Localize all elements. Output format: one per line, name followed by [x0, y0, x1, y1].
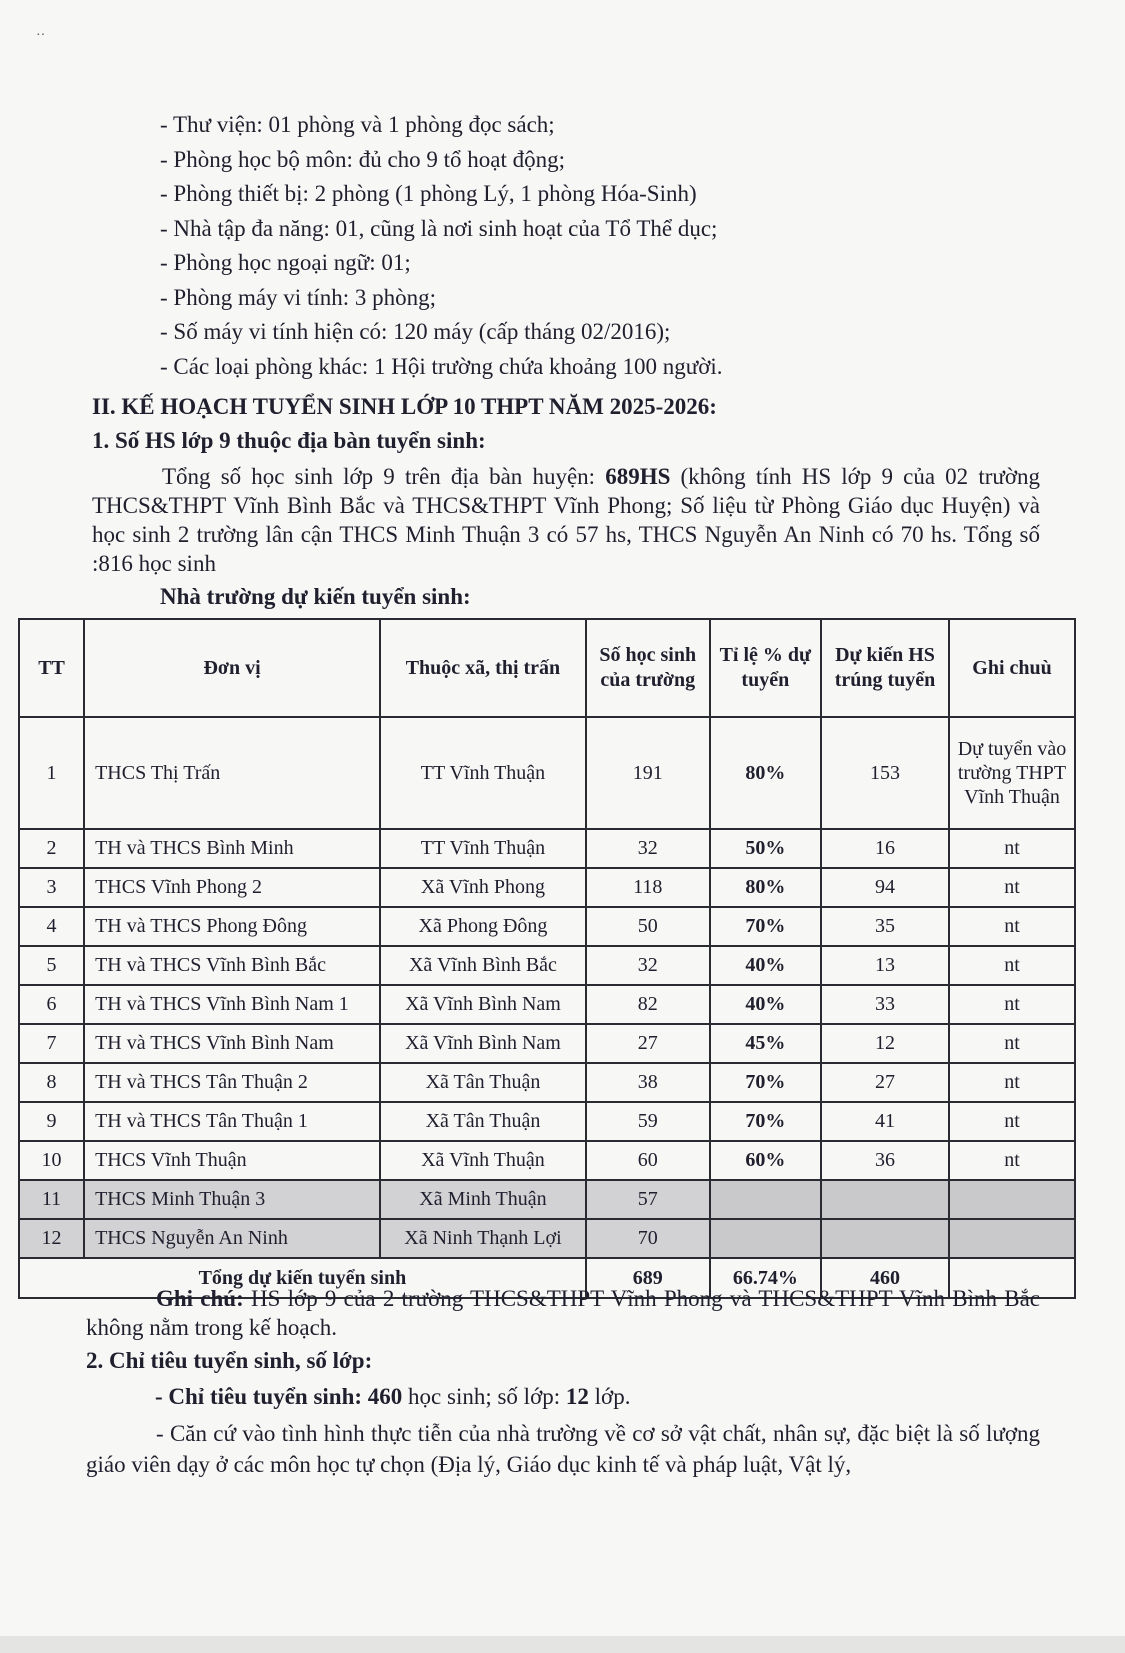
cell-unit: TH và THCS Vĩnh Bình Nam — [84, 1024, 380, 1063]
cell-note — [949, 1180, 1075, 1219]
quota-classes: 12 — [565, 1384, 589, 1409]
cell-note: nt — [949, 985, 1075, 1024]
cell-expected — [821, 1219, 949, 1258]
table-row — [19, 907, 1075, 946]
cell-rate: 80% — [710, 717, 821, 829]
quota-line — [155, 1384, 630, 1410]
cell-students: 50 — [586, 907, 710, 946]
cell-tt: 3 — [19, 868, 84, 907]
enrollment-table — [18, 618, 1076, 1299]
col-header: Số học sinh của trường — [586, 619, 710, 717]
cell-commune: Xã Tân Thuận — [380, 1102, 586, 1141]
subsection-heading-quota: 2. Chỉ tiêu tuyển sinh, số lớp: — [86, 1348, 373, 1373]
col-header: Tỉ lệ % dự tuyển — [710, 619, 821, 717]
scan-mark: ·· — [36, 28, 46, 43]
table-row — [19, 829, 1075, 868]
col-header: Thuộc xã, thị trấn — [380, 619, 586, 717]
table-row — [19, 985, 1075, 1024]
section-heading: II. KẾ HOẠCH TUYỂN SINH LỚP 10 THPT NĂM 2025-2026: — [92, 394, 717, 419]
table-row — [19, 1141, 1075, 1180]
cell-commune: TT Vĩnh Thuận — [380, 717, 586, 829]
table-row — [19, 1024, 1075, 1063]
facility-item: - Số máy vi tính hiện có: 120 máy (cấp tháng 02/2016); — [160, 319, 671, 344]
cell-commune: Xã Vĩnh Bình Nam — [380, 1024, 586, 1063]
table-row — [19, 946, 1075, 985]
cell-unit: THCS Thị Trấn — [84, 717, 380, 829]
cell-rate — [710, 1180, 821, 1219]
cell-rate: 45% — [710, 1024, 821, 1063]
cell-students: 82 — [586, 985, 710, 1024]
cell-tt: 7 — [19, 1024, 84, 1063]
cell-note: nt — [949, 1063, 1075, 1102]
cell-tt: 2 — [19, 829, 84, 868]
cell-unit: THCS Vĩnh Phong 2 — [84, 868, 380, 907]
cell-rate — [710, 1219, 821, 1258]
cell-note — [949, 1219, 1075, 1258]
cell-rate: 40% — [710, 985, 821, 1024]
cell-expected: 94 — [821, 868, 949, 907]
cell-note: nt — [949, 1024, 1075, 1063]
facility-item: - Phòng học ngoại ngữ: 01; — [160, 250, 411, 275]
facility-item: - Nhà tập đa năng: 01, cũng là nơi sinh hoạt của Tổ Thể dục; — [160, 215, 718, 241]
cell-tt: 8 — [19, 1063, 84, 1102]
quota-text: học sinh; số lớp: — [402, 1384, 566, 1409]
cell-students: 70 — [586, 1219, 710, 1258]
cell-expected — [821, 1180, 949, 1219]
cell-expected: 36 — [821, 1141, 949, 1180]
cell-unit: TH và THCS Vĩnh Bình Nam 1 — [84, 985, 380, 1024]
cell-expected: 33 — [821, 985, 949, 1024]
cell-commune: TT Vĩnh Thuận — [380, 829, 586, 868]
cell-unit: THCS Nguyễn An Ninh — [84, 1219, 380, 1258]
cell-expected: 12 — [821, 1024, 949, 1063]
cell-commune: Xã Tân Thuận — [380, 1063, 586, 1102]
cell-students: 57 — [586, 1180, 710, 1219]
cell-rate: 80% — [710, 868, 821, 907]
cell-tt: 9 — [19, 1102, 84, 1141]
para-text: Tổng số học sinh lớp 9 trên địa bàn huyện: — [162, 464, 606, 489]
cell-note: nt — [949, 868, 1075, 907]
cell-rate: 50% — [710, 829, 821, 868]
cell-note: nt — [949, 1102, 1075, 1141]
facility-list — [160, 108, 723, 384]
table-row-shaded — [19, 1180, 1075, 1219]
quota-label: - Chỉ tiêu tuyển sinh: 460 — [155, 1384, 403, 1409]
enrollment-paragraph — [92, 462, 1040, 578]
table-row-shaded — [19, 1219, 1075, 1258]
cell-expected: 153 — [821, 717, 949, 829]
cell-expected: 13 — [821, 946, 949, 985]
cell-students: 27 — [586, 1024, 710, 1063]
col-header: Đơn vị — [84, 619, 380, 717]
cell-unit: TH và THCS Phong Đông — [84, 907, 380, 946]
cell-unit: TH và THCS Vĩnh Bình Bắc — [84, 946, 380, 985]
facility-item: - Phòng thiết bị: 2 phòng (1 phòng Lý, 1 phòng Hóa-Sinh) — [160, 181, 697, 206]
total-label: Tổng dự kiến tuyển sinh — [19, 1258, 586, 1298]
para-total-bold: 689HS — [605, 464, 671, 489]
cell-rate: 70% — [710, 907, 821, 946]
col-header: Dự kiến HS trúng tuyển — [821, 619, 949, 717]
cell-students: 118 — [586, 868, 710, 907]
cell-rate: 70% — [710, 1102, 821, 1141]
cell-commune: Xã Ninh Thạnh Lợi — [380, 1219, 586, 1258]
facility-item: - Các loại phòng khác: 1 Hội trường chứa khoảng 100 người. — [160, 353, 723, 379]
para-text: (không tính HS lớp 9 của 02 trường THCS&THPT Vĩnh Bình Bắc và THCS&THPT Vĩnh Phong; Số liệu từ Phòng Giáo dục Huyện) và học sinh 2 trường lân cận THCS Minh Thuận 3 có 57 hs, THCS Nguyễn An Ninh có 70 hs. Tổng số :816 học sinh — [92, 464, 1040, 576]
cell-unit: TH và THCS Bình Minh — [84, 829, 380, 868]
col-header: Ghi chuù — [949, 619, 1075, 717]
quota-text-end: lớp. — [588, 1384, 631, 1409]
cell-note: nt — [949, 907, 1075, 946]
cell-students: 32 — [586, 829, 710, 868]
total-students: 689 — [586, 1258, 710, 1298]
cell-note: Dự tuyển vào trường THPT Vĩnh Thuận — [949, 717, 1075, 829]
cell-tt: 10 — [19, 1141, 84, 1180]
table-row — [19, 717, 1075, 829]
cell-commune: Xã Vĩnh Phong — [380, 868, 586, 907]
note-text: HS lớp 9 của 2 trường THCS&THPT Vĩnh Phong và THCS&THPT Vĩnh Bình Bắc không nằm trong kế hoạch. — [86, 1286, 1040, 1340]
cell-tt: 4 — [19, 907, 84, 946]
cell-students: 191 — [586, 717, 710, 829]
cell-rate: 70% — [710, 1063, 821, 1102]
cell-unit: TH và THCS Tân Thuận 1 — [84, 1102, 380, 1141]
cell-expected: 27 — [821, 1063, 949, 1102]
cell-note: nt — [949, 1141, 1075, 1180]
cell-note: nt — [949, 946, 1075, 985]
cell-tt: 12 — [19, 1219, 84, 1258]
note-paragraph — [86, 1284, 1040, 1342]
cell-rate: 60% — [710, 1141, 821, 1180]
cell-commune: Xã Minh Thuận — [380, 1180, 586, 1219]
cell-tt: 5 — [19, 946, 84, 985]
cell-students: 59 — [586, 1102, 710, 1141]
table-row — [19, 868, 1075, 907]
cell-commune: Xã Vĩnh Bình Bắc — [380, 946, 586, 985]
facility-item: - Thư viện: 01 phòng và 1 phòng đọc sách; — [160, 112, 555, 137]
cell-rate: 40% — [710, 946, 821, 985]
col-header: TT — [19, 619, 84, 717]
cell-unit: THCS Minh Thuận 3 — [84, 1180, 380, 1219]
subsection-heading: 1. Số HS lớp 9 thuộc địa bàn tuyển sinh: — [92, 428, 486, 453]
total-rate: 66.74% — [710, 1258, 821, 1298]
cell-expected: 16 — [821, 829, 949, 868]
cell-commune: Xã Vĩnh Thuận — [380, 1141, 586, 1180]
cell-unit: TH và THCS Tân Thuận 2 — [84, 1063, 380, 1102]
cell-commune: Xã Phong Đông — [380, 907, 586, 946]
cell-unit: THCS Vĩnh Thuận — [84, 1141, 380, 1180]
cell-expected: 35 — [821, 907, 949, 946]
table-row — [19, 1063, 1075, 1102]
table-row — [19, 1102, 1075, 1141]
cell-tt: 6 — [19, 985, 84, 1024]
basis-paragraph: - Căn cứ vào tình hình thực tiễn của nhà trường về cơ sở vật chất, nhân sự, đặc biệt là số lượng giáo viên dạy ở các môn học tự chọn (Địa lý, Giáo dục kinh tế và pháp luật, Vật lý, — [86, 1421, 1040, 1477]
cell-tt: 11 — [19, 1180, 84, 1219]
cell-tt: 1 — [19, 717, 84, 829]
facility-item: - Phòng học bộ môn: đủ cho 9 tổ hoạt động; — [160, 146, 566, 172]
cell-students: 32 — [586, 946, 710, 985]
cell-students: 60 — [586, 1141, 710, 1180]
scan-bottom-edge — [0, 1636, 1125, 1653]
cell-commune: Xã Vĩnh Bình Nam — [380, 985, 586, 1024]
table-header-row — [19, 619, 1075, 717]
total-expected: 460 — [821, 1258, 949, 1298]
facility-item: - Phòng máy vi tính: 3 phòng; — [160, 284, 436, 310]
note-label: Ghi chú: — [156, 1286, 244, 1311]
table-caption: Nhà trường dự kiến tuyển sinh: — [160, 584, 471, 609]
cell-expected: 41 — [821, 1102, 949, 1141]
cell-students: 38 — [586, 1063, 710, 1102]
cell-note: nt — [949, 829, 1075, 868]
